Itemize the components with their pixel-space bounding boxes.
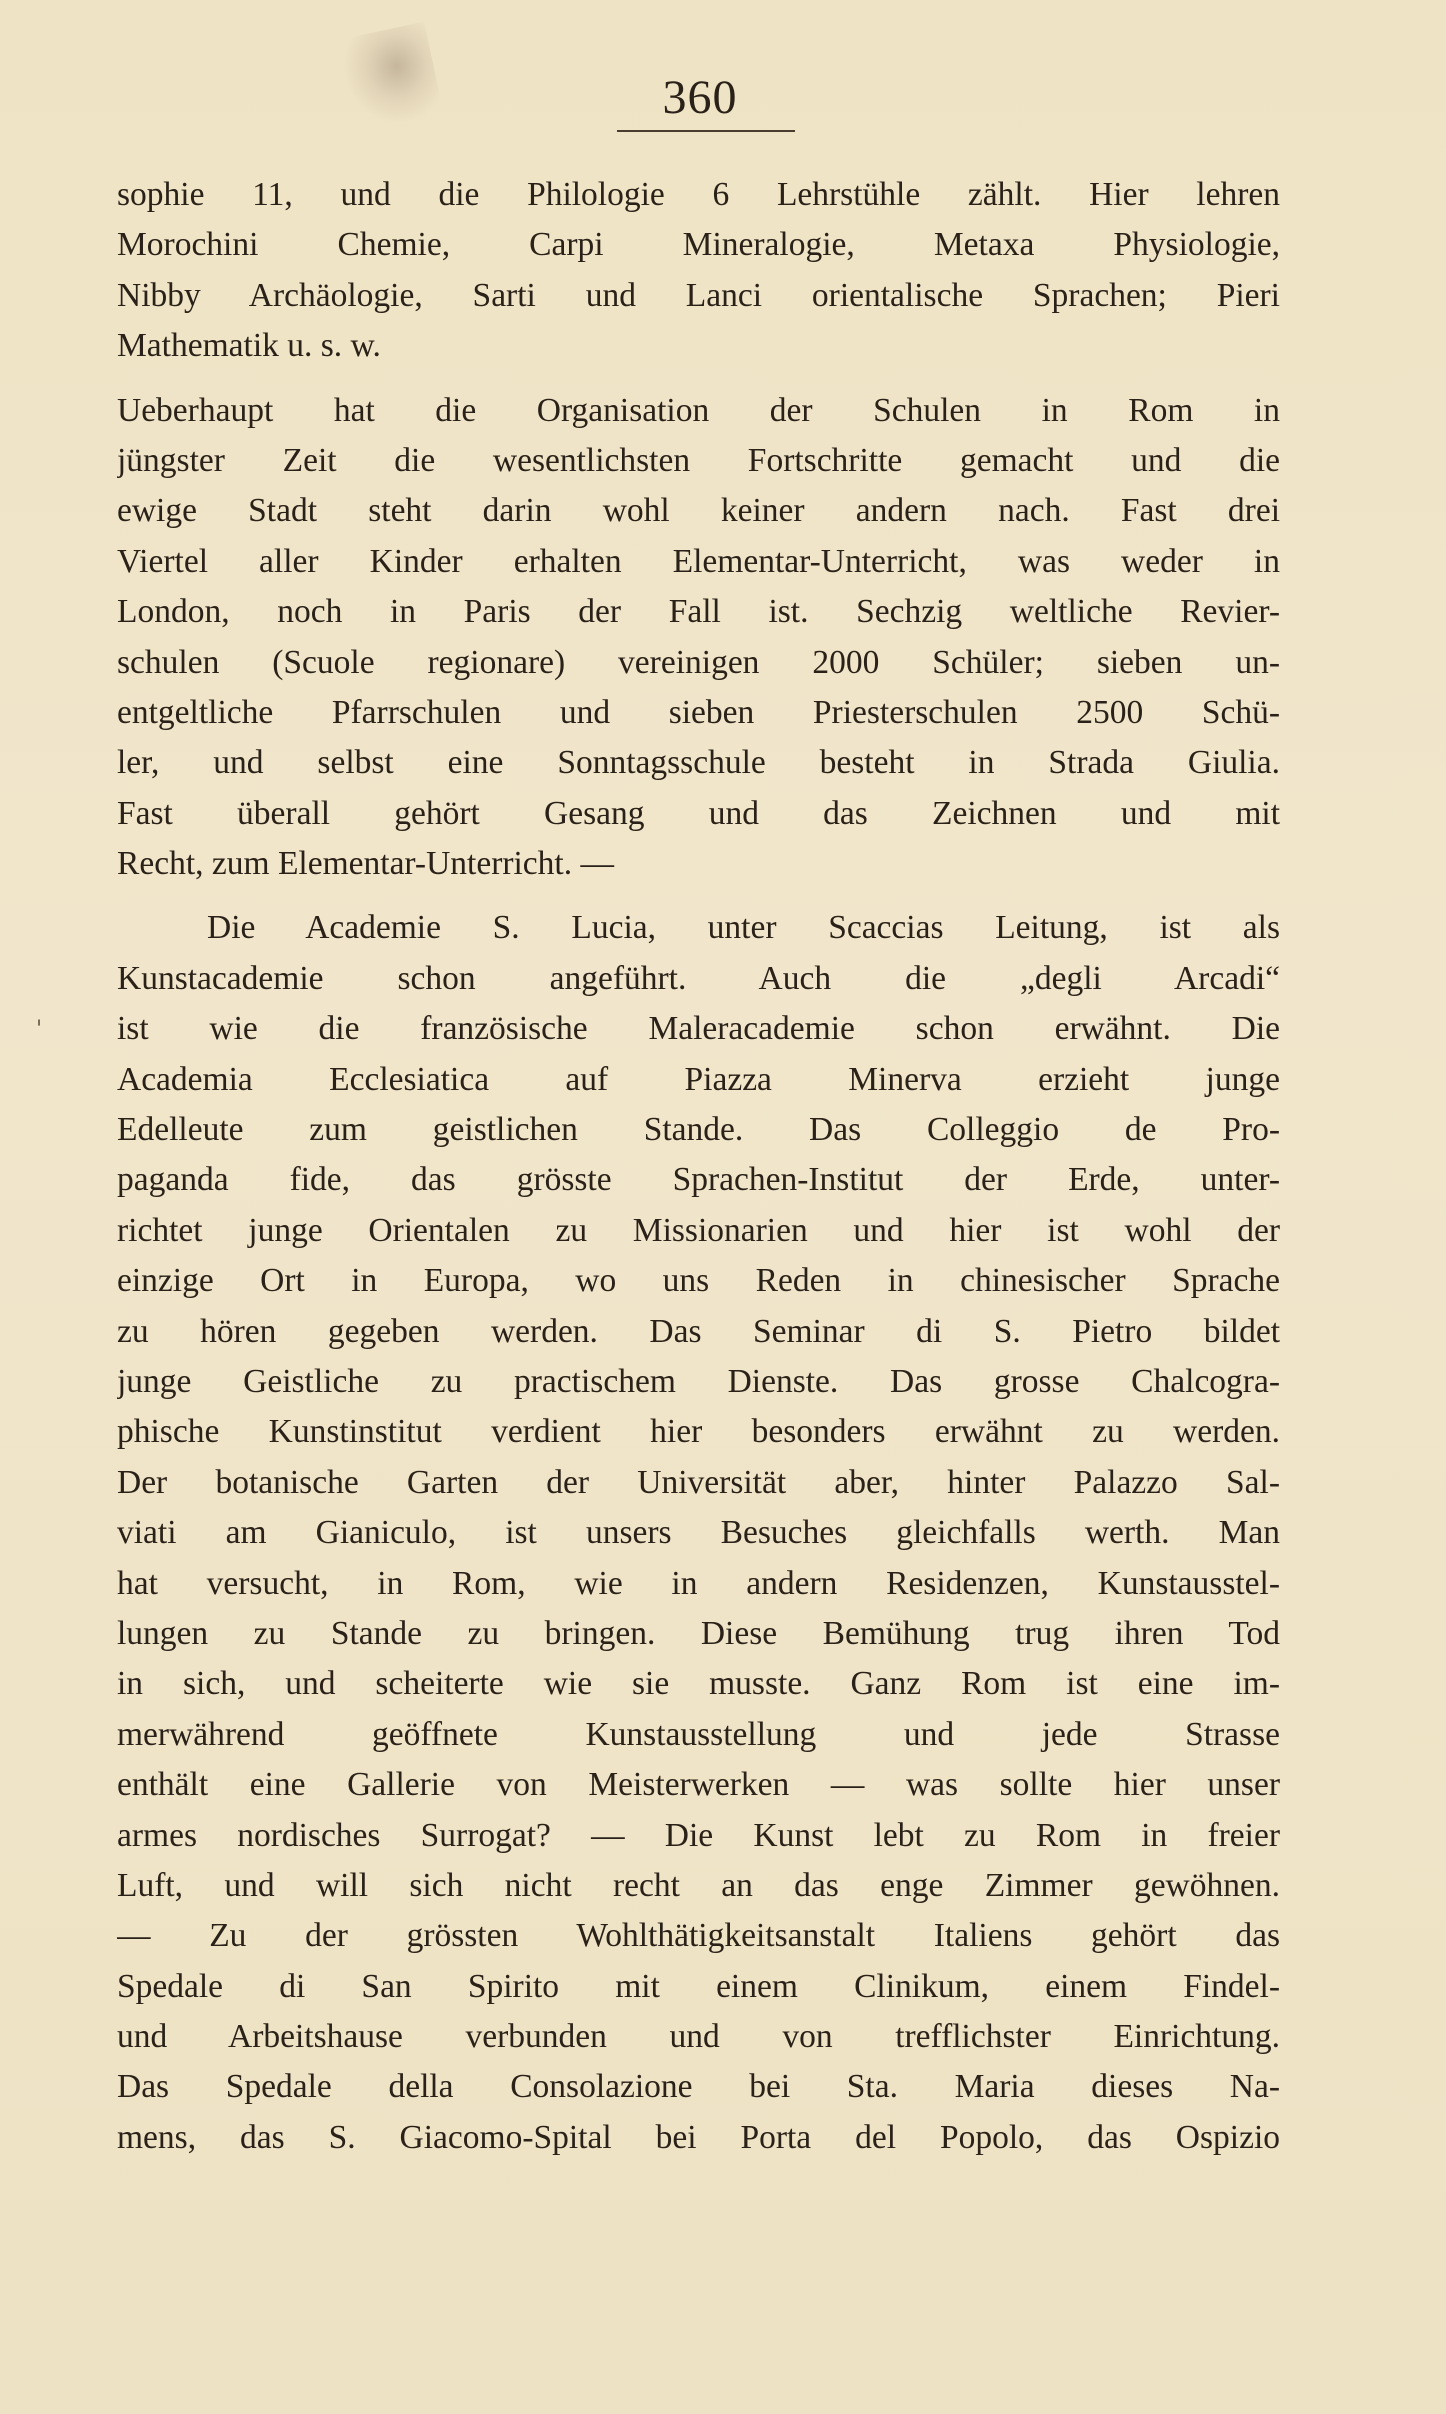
text-line: mens, das S. Giacomo-Spital bei Porta del Popolo, das Ospizio (117, 2118, 1280, 2156)
text-line: Mathematik u. s. w. (117, 327, 381, 365)
text-line: schulen (Scuole regionare) vereinigen 2000 Schüler; sieben un- (117, 643, 1280, 681)
text-line: Die Academie S. Lucia, unter Scaccias Leitung, ist als (207, 909, 1280, 947)
text-line: Fast überall gehört Gesang und das Zeichnen und mit (117, 794, 1280, 832)
text-line: Nibby Archäologie, Sarti und Lanci orientalische Sprachen; Pieri (117, 276, 1280, 314)
text-line: lungen zu Stande zu bringen. Diese Bemühung trug ihren Tod (117, 1614, 1280, 1652)
text-line: jüngster Zeit die wesentlichsten Fortschritte gemacht und die (117, 441, 1280, 479)
text-line: Spedale di San Spirito mit einem Clinikum, einem Findel- (117, 1967, 1280, 2005)
text-line: einzige Ort in Europa, wo uns Reden in chinesischer Sprache (117, 1262, 1280, 1300)
page-number: 360 (662, 71, 738, 124)
text-line: phische Kunstinstitut verdient hier besonders erwähnt zu werden. (117, 1413, 1280, 1451)
text-line: London, noch in Paris der Fall ist. Sechzig weltliche Revier- (117, 593, 1280, 631)
text-line: richtet junge Orientalen zu Missionarien und hier ist wohl der (117, 1211, 1280, 1249)
text-line: junge Geistliche zu practischem Dienste. Das grosse Chalcogra- (117, 1362, 1280, 1400)
text-line: Luft, und will sich nicht recht an das enge Zimmer gewöhnen. (117, 1866, 1280, 1904)
text-line: Morochini Chemie, Carpi Mineralogie, Metaxa Physiologie, (117, 226, 1280, 264)
page-smudge (336, 22, 444, 134)
text-line: Recht, zum Elementar-Unterricht. — (117, 845, 614, 883)
text-line: Das Spedale della Consolazione bei Sta. Maria dieses Na- (117, 2068, 1280, 2106)
text-line: Ueberhaupt hat die Organisation der Schulen in Rom in (117, 391, 1280, 429)
paragraph-gap (117, 372, 1280, 386)
text-line: viati am Gianiculo, ist unsers Besuches gleichfalls werth. Man (117, 1514, 1280, 1552)
text-line: entgeltliche Pfarrschulen und sieben Priesterschulen 2500 Schü- (117, 693, 1280, 731)
text-line: Edelleute zum geistlichen Stande. Das Colleggio de Pro- (117, 1111, 1280, 1149)
text-line: ist wie die französische Maleracademie schon erwähnt. Die (117, 1010, 1280, 1048)
text-line: Academia Ecclesiatica auf Piazza Minerva erzieht junge (117, 1060, 1280, 1098)
text-line: Der botanische Garten der Universität aber, hinter Palazzo Sal- (117, 1463, 1280, 1501)
body-text (117, 170, 1280, 2163)
text-line: hat versucht, in Rom, wie in andern Residenzen, Kunstausstel- (117, 1564, 1280, 1602)
text-line: in sich, und scheiterte wie sie musste. Ganz Rom ist eine im- (117, 1665, 1280, 1703)
page-number-rule (617, 130, 795, 132)
text-line: ler, und selbst eine Sonntagsschule besteht in Strada Giulia. (117, 744, 1280, 782)
text-line: und Arbeitshause verbunden und von trefflichster Einrichtung. (117, 2018, 1280, 2056)
text-line: sophie 11, und die Philologie 6 Lehrstühle zählt. Hier lehren (117, 176, 1280, 213)
text-line: paganda fide, das grösste Sprachen-Institut der Erde, unter- (117, 1161, 1280, 1199)
text-line: zu hören gegeben werden. Das Seminar di S. Pietro bildet (117, 1312, 1280, 1350)
text-line: ewige Stadt steht darin wohl keiner andern nach. Fast drei (117, 492, 1280, 530)
text-line: — Zu der grössten Wohlthätigkeitsanstalt Italiens gehört das (117, 1917, 1280, 1955)
text-line: armes nordisches Surrogat? — Die Kunst lebt zu Rom in freier (117, 1816, 1280, 1854)
text-line: enthält eine Gallerie von Meisterwerken — was sollte hier unser (117, 1766, 1280, 1804)
margin-mark: ' (36, 1017, 43, 1042)
text-line: Kunstacademie schon angeführt. Auch die „degli Arcadi“ (117, 959, 1280, 997)
text-line: Viertel aller Kinder erhalten Elementar-Unterricht, was weder in (117, 542, 1280, 580)
paragraph-gap (117, 889, 1280, 903)
text-line: merwährend geöffnete Kunstausstellung und jede Strasse (117, 1715, 1280, 1753)
